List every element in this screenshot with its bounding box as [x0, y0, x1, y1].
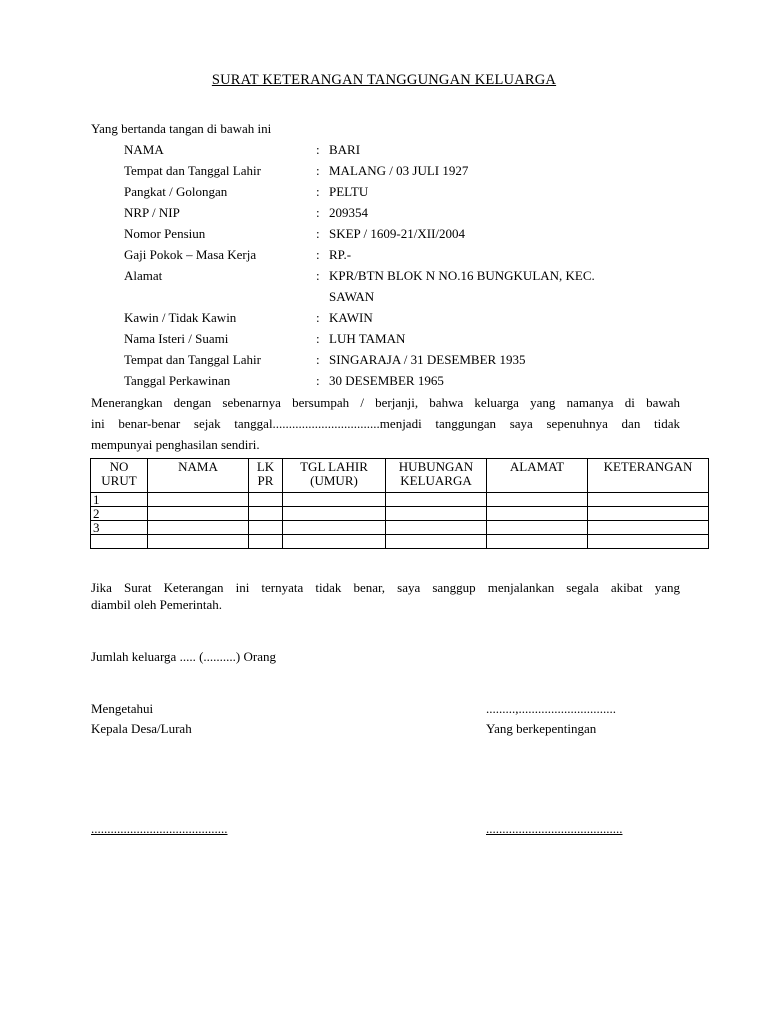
- field-colon: :: [316, 310, 320, 325]
- field-label: Nomor Pensiun: [124, 226, 206, 241]
- header-tgl-lahir: TGL LAHIR (UMUR): [283, 459, 386, 493]
- field-colon: :: [316, 205, 320, 220]
- field-colon: :: [316, 184, 320, 199]
- header-no-urut: NO URUT: [91, 459, 148, 493]
- signature-left-heading: Mengetahui: [91, 701, 154, 716]
- field-value: MALANG / 03 JULI 1927: [329, 163, 469, 178]
- row-number: 1: [91, 493, 148, 507]
- signature-left-line: ..........................................: [91, 821, 228, 836]
- row-number: 3: [91, 521, 148, 535]
- family-table: [90, 458, 709, 549]
- statement-line-3: mempunyai penghasilan sendiri.: [91, 437, 260, 452]
- table-row: [91, 507, 709, 521]
- field-label: NAMA: [124, 142, 164, 157]
- header-alamat: ALAMAT: [487, 459, 588, 493]
- field-value: BARI: [329, 142, 361, 157]
- field-colon: :: [316, 331, 320, 346]
- closing-line-1: Jika Surat Keterangan ini ternyata tidak benar, saya sanggup menjalankan segala akibat yang: [91, 580, 680, 595]
- field-value: SKEP / 1609-21/XII/2004: [329, 226, 466, 241]
- field-value: PELTU: [329, 184, 369, 199]
- field-label: Alamat: [124, 268, 163, 283]
- document-title: SURAT KETERANGAN TANGGUNGAN KELUARGA: [211, 72, 557, 88]
- field-colon: :: [316, 226, 320, 241]
- field-colon: :: [316, 142, 320, 157]
- header-lk-pr: LK PR: [249, 459, 283, 493]
- signature-right-line: ..........................................: [486, 821, 623, 836]
- statement-line-2: ini benar-benar sejak tanggal.................................menjadi tanggungan saya sepenuhnya dan tidak: [91, 416, 680, 431]
- field-label: Tanggal Perkawinan: [124, 373, 231, 388]
- table-row: [91, 535, 709, 549]
- field-value-continued: SAWAN: [329, 289, 375, 304]
- field-label: NRP / NIP: [124, 205, 180, 220]
- field-value: KAWIN: [329, 310, 373, 325]
- field-colon: :: [316, 247, 320, 262]
- statement-line-1: Menerangkan dengan sebenarnya bersumpah / berjanji, bahwa keluarga yang namanya di bawah: [91, 395, 680, 410]
- header-hubungan: HUBUNGAN KELUARGA: [386, 459, 487, 493]
- field-colon: :: [316, 163, 320, 178]
- field-label: Kawin / Tidak Kawin: [124, 310, 237, 325]
- intro-text: Yang bertanda tangan di bawah ini: [91, 121, 272, 136]
- field-colon: :: [316, 352, 320, 367]
- field-label: Tempat dan Tanggal Lahir: [124, 163, 261, 178]
- family-count: Jumlah keluarga ..... (..........) Orang: [91, 649, 276, 664]
- table-row: [91, 493, 709, 507]
- field-label: Pangkat / Golongan: [124, 184, 228, 199]
- field-value: SINGARAJA / 31 DESEMBER 1935: [329, 352, 526, 367]
- field-value: 209354: [329, 205, 368, 220]
- table-row: [91, 521, 709, 535]
- signature-right-role: Yang berkepentingan: [486, 721, 597, 736]
- table-header-row: [91, 459, 709, 493]
- signature-right-date: .........,..............................: [486, 701, 616, 716]
- field-label: Tempat dan Tanggal Lahir: [124, 352, 261, 367]
- header-nama: NAMA: [148, 459, 249, 493]
- row-number: 2: [91, 507, 148, 521]
- field-colon: :: [316, 373, 320, 388]
- header-keterangan: KETERANGAN: [588, 459, 709, 493]
- row-number: [91, 535, 148, 549]
- field-value: LUH TAMAN: [329, 331, 406, 346]
- field-value: RP.-: [329, 247, 352, 262]
- closing-line-2: diambil oleh Pemerintah.: [91, 597, 223, 612]
- field-value: KPR/BTN BLOK N NO.16 BUNGKULAN, KEC.: [329, 268, 595, 283]
- signature-left-role: Kepala Desa/Lurah: [91, 721, 192, 736]
- field-colon: :: [316, 268, 320, 283]
- field-label: Gaji Pokok – Masa Kerja: [124, 247, 257, 262]
- field-label: Nama Isteri / Suami: [124, 331, 229, 346]
- field-value: 30 DESEMBER 1965: [329, 373, 444, 388]
